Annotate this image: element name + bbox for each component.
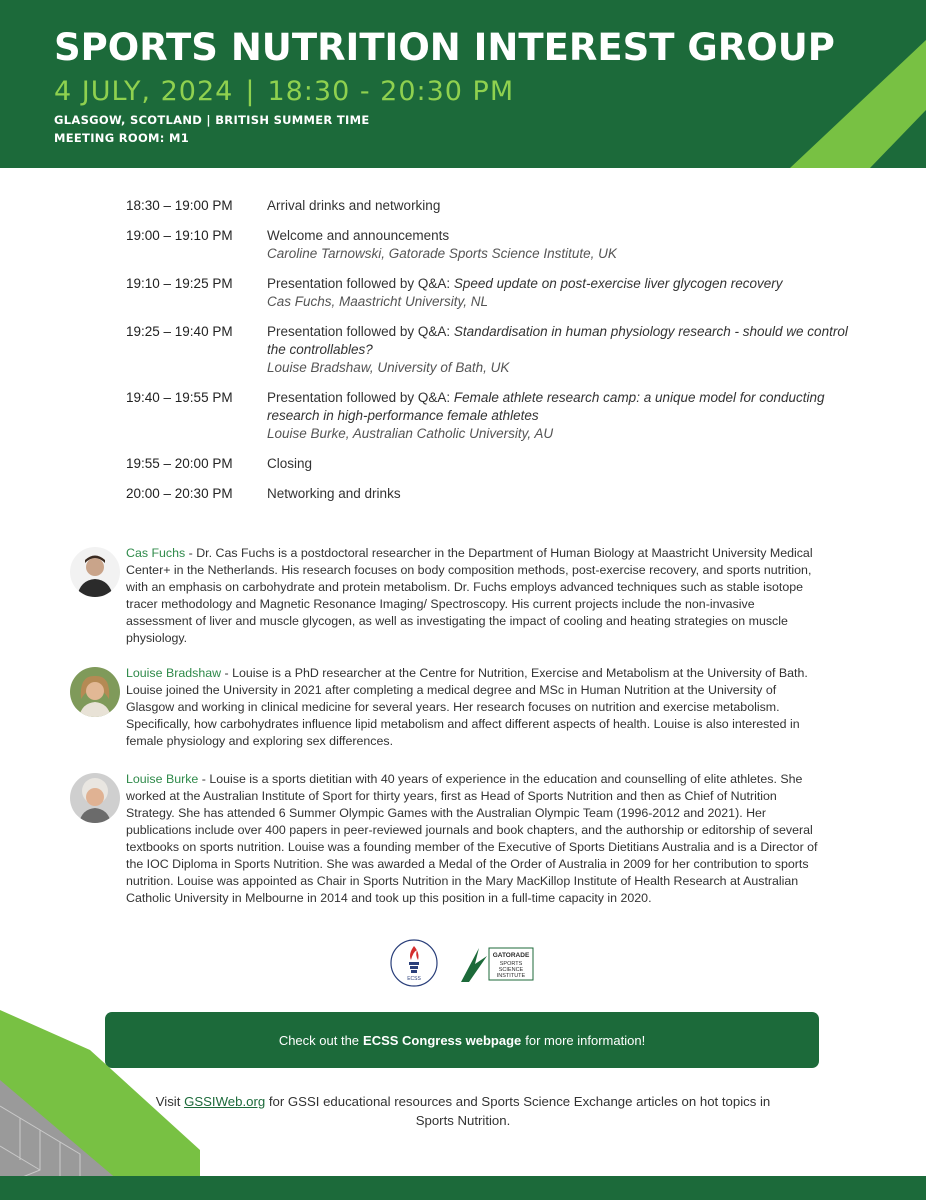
agenda-desc (267, 197, 866, 215)
event-time: 18:30 - 20:30 PM (267, 76, 515, 107)
agenda-title: Presentation followed by Q&A: (267, 390, 454, 405)
event-date: 4 JULY, 2024 (54, 76, 234, 107)
agenda-time: 19:25 – 19:40 PM (126, 324, 233, 339)
agenda-desc (267, 323, 866, 377)
svg-text:INSTITUTE: INSTITUTE (496, 973, 526, 979)
agenda-speaker: Cas Fuchs, Maastricht University, NL (267, 294, 489, 309)
speaker-bio (70, 665, 820, 750)
agenda-speaker: Caroline Tarnowski, Gatorade Sports Science Institute, UK (267, 246, 617, 261)
agenda-time: 18:30 – 19:00 PM (126, 198, 233, 213)
bio-body: - Dr. Cas Fuchs is a postdoctoral researcher in the Department of Human Biology at Maastricht University Medical Center+ in the Netherlands. His research focuses on body composition methods, post-exercise recovery, and sports nutrition, with an emphasis on carbohydrate and protein metabolism. Dr. Fuchs employs advanced techniques such as stable isotope tracer methodology and Magnetic Resonance Imaging/ Spectroscopy. His current projects include the non-invasive assessment of liver and muscle glycogen, as well as investigating the impact of cooling and heating strategies on muscle physiology. (126, 546, 813, 645)
agenda-title: Closing (267, 456, 313, 471)
cta-suffix: for more information! (525, 1032, 646, 1048)
agenda-title: Presentation followed by Q&A: (267, 324, 454, 339)
agenda-time: 19:10 – 19:25 PM (126, 276, 233, 291)
agenda-desc (267, 455, 866, 473)
agenda-title: Arrival drinks and networking (267, 198, 441, 213)
visit-rest: for GSSI educational resources and Sports Science Exchange articles on hot topics in Sports Nutrition. (265, 1094, 771, 1128)
agenda-row (126, 275, 866, 311)
agenda-desc (267, 275, 866, 311)
agenda-desc (267, 485, 866, 503)
svg-text:SPORTS: SPORTS (499, 961, 523, 967)
bio-text (126, 665, 820, 750)
svg-text:GATORADE: GATORADE (492, 952, 530, 959)
header-banner (0, 0, 926, 168)
bio-body: - Louise is a PhD researcher at the Centre for Nutrition, Exercise and Metabolism at the University of Bath. Louise joined the University in 2021 after completing a medical degree and MSc in Human Nutrition at the University of Glasgow and working in clinical medicine for several years. Her research focuses on nutrition and exercise metabolism. Specifically, how carbohydrates influence lipid metabolism and affect different aspects of health. Louise is also interested in female physiology and exploring sex differences. (126, 666, 808, 748)
bio-name: Louise Bradshaw (126, 666, 222, 680)
agenda-row (126, 197, 866, 215)
agenda-row (126, 455, 866, 473)
svg-text:ECSS: ECSS (407, 976, 421, 982)
gssiweb-link[interactable]: GSSIWeb.org (184, 1094, 266, 1109)
svg-text:SCIENCE: SCIENCE (498, 967, 524, 973)
cta-prefix: Check out the (278, 1032, 360, 1048)
meeting-room: MEETING ROOM: M1 (54, 131, 190, 145)
date-time-separator: | (245, 76, 256, 107)
avatar (70, 547, 120, 597)
speaker-bio (70, 545, 820, 647)
footer-bar (0, 1176, 926, 1200)
agenda-row (126, 389, 866, 443)
speaker-bio (70, 771, 820, 907)
agenda (126, 197, 866, 503)
agenda-time: 20:00 – 20:30 PM (126, 486, 233, 501)
ecss-logo (389, 938, 439, 988)
agenda-row (126, 485, 866, 503)
agenda-talk-title: Standardisation in human physiology research - should we control the controllables? (267, 324, 848, 357)
agenda-title: Networking and drinks (267, 486, 401, 501)
agenda-time: 19:55 – 20:00 PM (126, 456, 233, 471)
bio-name: Louise Burke (126, 772, 199, 786)
bio-text (126, 771, 820, 907)
bio-text (126, 545, 820, 647)
agenda-speaker: Louise Burke, Australian Catholic University, AU (267, 426, 554, 441)
bio-name: Cas Fuchs (126, 546, 186, 560)
agenda-talk-title: Female athlete research camp: a unique model for conducting research in high-performance female athletes (267, 390, 825, 423)
agenda-speaker: Louise Bradshaw, University of Bath, UK (267, 360, 510, 375)
cta-banner[interactable] (105, 1012, 819, 1068)
ecss-congress-link[interactable]: ECSS Congress webpage (363, 1032, 522, 1048)
avatar (70, 773, 120, 823)
agenda-title: Presentation followed by Q&A: (267, 276, 454, 291)
agenda-talk-title: Speed update on post-exercise liver glycogen recovery (453, 276, 783, 291)
agenda-desc (267, 227, 866, 263)
agenda-desc (267, 389, 866, 443)
agenda-row (126, 227, 866, 263)
agenda-row (126, 323, 866, 377)
visit-text (150, 1092, 776, 1130)
avatar (70, 667, 120, 717)
bio-body: - Louise is a sports dietitian with 40 years of experience in the education and counselling of elite athletes. She worked at the Australian Institute of Sport for thirty years, first as Head of Sports Nutrition and then as Chief of Nutrition Strategy. She has attended 6 Summer Olympic Games with the Australian Olympic Team (1996-2012 and 2021). Her publications include over 400 papers in peer-reviewed journals and book chapters, and the authorship or editorship of several textbooks on sports nutrition. Louise was a founding member of the Executive of Sports Dietitians Australia and is a Director of the IOC Diploma in Sports Nutrition. She was awarded a Medal of the Order of Australia in 2009 for her contribution to sports nutrition. Louise was appointed as Chair in Sports Nutrition in the Mary MacKillop Institute of Health Research at Australian Catholic University in Melbourne in 2014 and took up this position in a full-time capacity in 2020. (126, 772, 818, 905)
agenda-time: 19:00 – 19:10 PM (126, 228, 233, 243)
event-location: GLASGOW, SCOTLAND | BRITISH SUMMER TIME (54, 113, 370, 127)
event-title: SPORTS NUTRITION INTEREST GROUP (54, 26, 835, 69)
visit-prefix: Visit (155, 1094, 185, 1109)
gssi-logo (459, 944, 535, 984)
agenda-title: Welcome and announcements (267, 228, 450, 243)
event-datetime (54, 76, 514, 107)
agenda-time: 19:40 – 19:55 PM (126, 390, 233, 405)
